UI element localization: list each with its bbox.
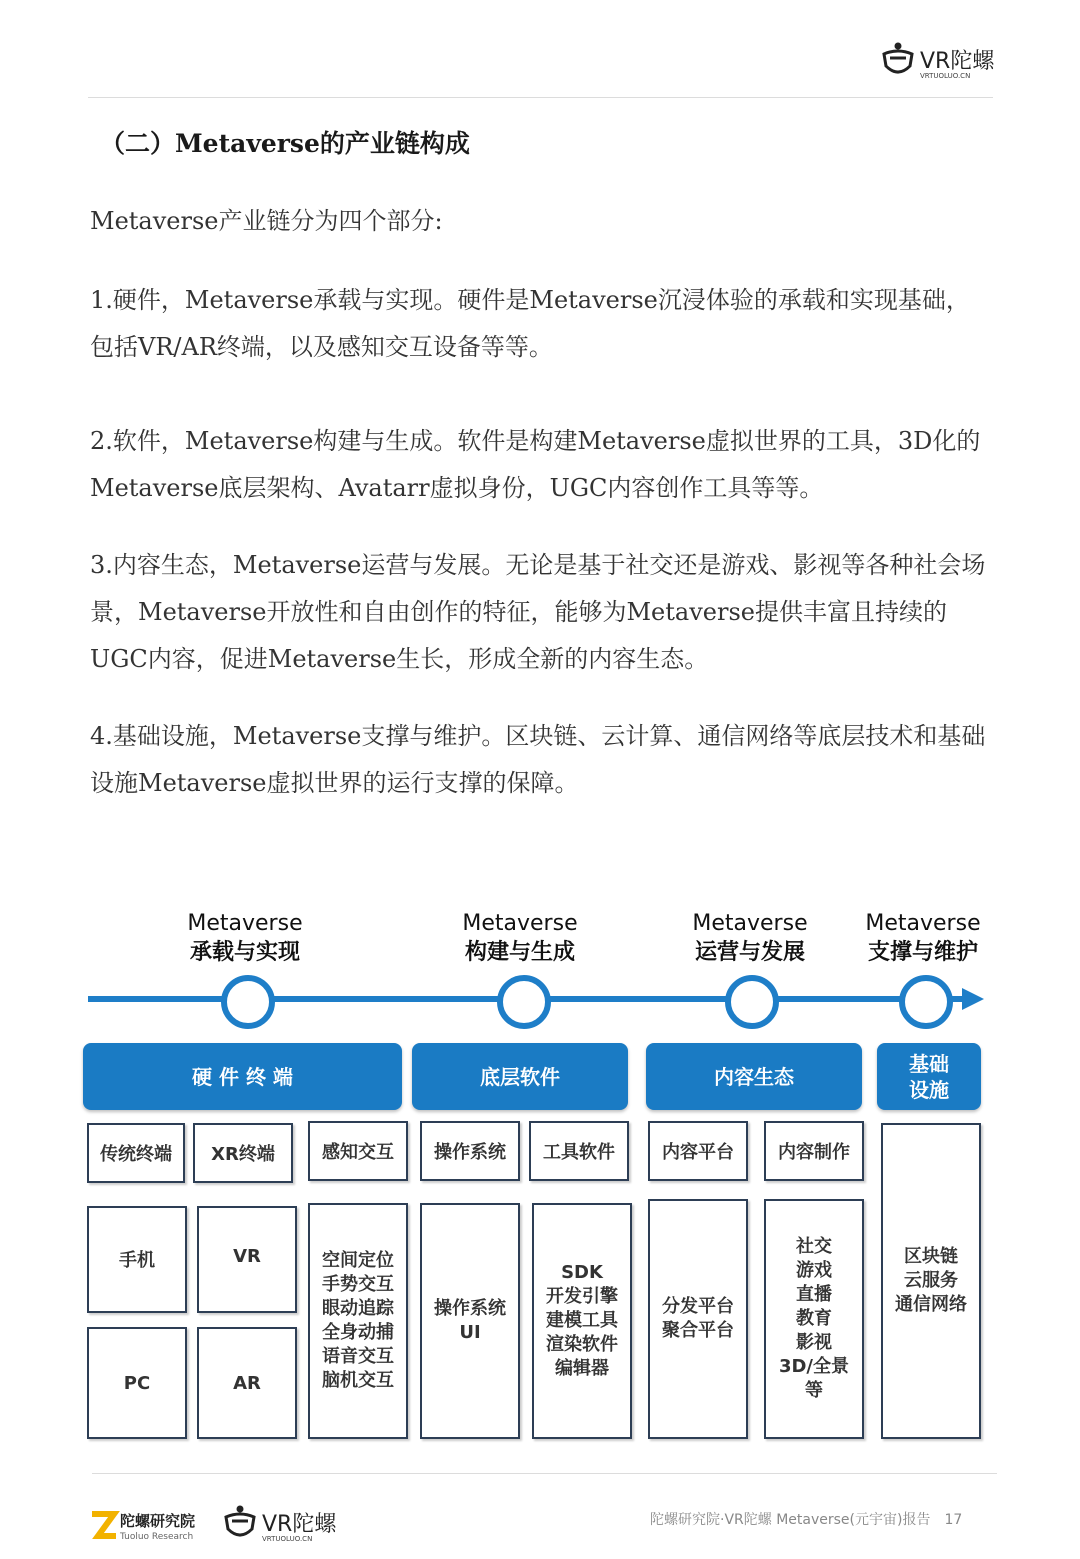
section-title: （二）Metaverse的产业链构成 bbox=[100, 129, 470, 158]
tuoluo-research-logo bbox=[90, 1508, 200, 1544]
svg-text:VRTUOLUO.CN: VRTUOLUO.CN bbox=[262, 1535, 313, 1543]
z-logo-icon bbox=[92, 1514, 116, 1536]
subcategory-xr-terminal: XR终端 bbox=[193, 1123, 293, 1183]
item-production-list: 社交 游戏 直播 教育 影视 3D/全景 等 bbox=[764, 1199, 864, 1439]
helmet-icon bbox=[226, 1506, 254, 1536]
item-tools-list: SDK 开发引擎 建模工具 渲染软件 编辑器 bbox=[532, 1203, 632, 1439]
svg-text:VR陀螺: VR陀螺 bbox=[262, 1512, 337, 1537]
footer-divider bbox=[92, 1473, 997, 1474]
paragraph-software: 2.软件，Metaverse构建与生成。软件是构建Metaverse虚拟世界的工具，3D化的Metaverse底层架构、Avatarr虚拟身份，UGC内容创作工具等等。 bbox=[90, 427, 981, 502]
footer-vr-tuoluo-logo bbox=[222, 1503, 342, 1545]
helmet-icon bbox=[884, 43, 912, 73]
header-divider bbox=[88, 97, 993, 98]
footer-report-text bbox=[650, 1509, 962, 1529]
subcategory-operating-system: 操作系统 bbox=[420, 1121, 520, 1181]
category-infrastructure: 基础 设施 bbox=[877, 1043, 981, 1110]
category-software: 底层软件 bbox=[412, 1043, 628, 1110]
paragraph-content: 3.内容生态，Metaverse运营与发展。无论是基于社交还是游戏、影视等各种社会场景，Metaverse开放性和自由创作的特征，能够为Metaverse提供丰富且持续的UGC内容，促进Metaverse生长，形成全新的内容生态。 bbox=[90, 551, 986, 673]
svg-text:Tuoluo Research: Tuoluo Research bbox=[120, 1532, 194, 1542]
stage-label-infrastructure: Metaverse 支撑与维护 bbox=[865, 911, 981, 965]
paragraph-hardware: 1.硬件，Metaverse承载与实现。硬件是Metaverse沉浸体验的承载和实现基础，包括VR/AR终端，以及感知交互设备等等。 bbox=[90, 286, 970, 361]
subcategory-perception-interaction: 感知交互 bbox=[308, 1121, 408, 1181]
page-number: 17 bbox=[944, 1512, 963, 1528]
paragraph-intro: Metaverse产业链分为四个部分: bbox=[90, 207, 443, 235]
item-infrastructure-list: 区块链 云服务 通信网络 bbox=[881, 1123, 981, 1439]
item-pc: PC bbox=[87, 1327, 187, 1439]
item-phone: 手机 bbox=[87, 1206, 187, 1313]
timeline-node bbox=[899, 975, 953, 1029]
timeline-node bbox=[725, 975, 779, 1029]
stage-label-software: Metaverse 构建与生成 bbox=[462, 911, 578, 965]
subcategory-content-production: 内容制作 bbox=[764, 1121, 864, 1181]
subcategory-content-platform: 内容平台 bbox=[648, 1121, 748, 1181]
timeline-arrow-icon bbox=[962, 988, 984, 1010]
item-platform-list: 分发平台 聚合平台 bbox=[648, 1199, 748, 1439]
vr-tuoluo-logo bbox=[880, 40, 1000, 82]
svg-text:VR陀螺: VR陀螺 bbox=[920, 49, 995, 74]
category-hardware: 硬 件 终 端 bbox=[83, 1043, 402, 1110]
timeline-node bbox=[497, 975, 551, 1029]
svg-text:VRTUOLUO.CN: VRTUOLUO.CN bbox=[920, 72, 971, 80]
subcategory-traditional-terminal: 传统终端 bbox=[87, 1123, 185, 1183]
report-title: 陀螺研究院·VR陀螺 Metaverse(元宇宙)报告 bbox=[650, 1512, 931, 1528]
timeline-node bbox=[221, 975, 275, 1029]
subcategory-tool-software: 工具软件 bbox=[529, 1121, 629, 1181]
paragraph-infrastructure: 4.基础设施，Metaverse支撑与维护。区块链、云计算、通信网络等底层技术和基础设施Metaverse虚拟世界的运行支撑的保障。 bbox=[90, 722, 986, 797]
category-content: 内容生态 bbox=[646, 1043, 862, 1110]
svg-text:陀螺研究院: 陀螺研究院 bbox=[120, 1512, 196, 1530]
stage-label-content: Metaverse 运营与发展 bbox=[692, 911, 808, 965]
item-os-list: 操作系统 UI bbox=[420, 1203, 520, 1439]
item-perception-list: 空间定位 手势交互 眼动追踪 全身动捕 语音交互 脑机交互 bbox=[308, 1203, 408, 1439]
item-ar: AR bbox=[197, 1327, 297, 1439]
stage-label-hardware: Metaverse 承载与实现 bbox=[187, 911, 303, 965]
item-vr: VR bbox=[197, 1206, 297, 1313]
